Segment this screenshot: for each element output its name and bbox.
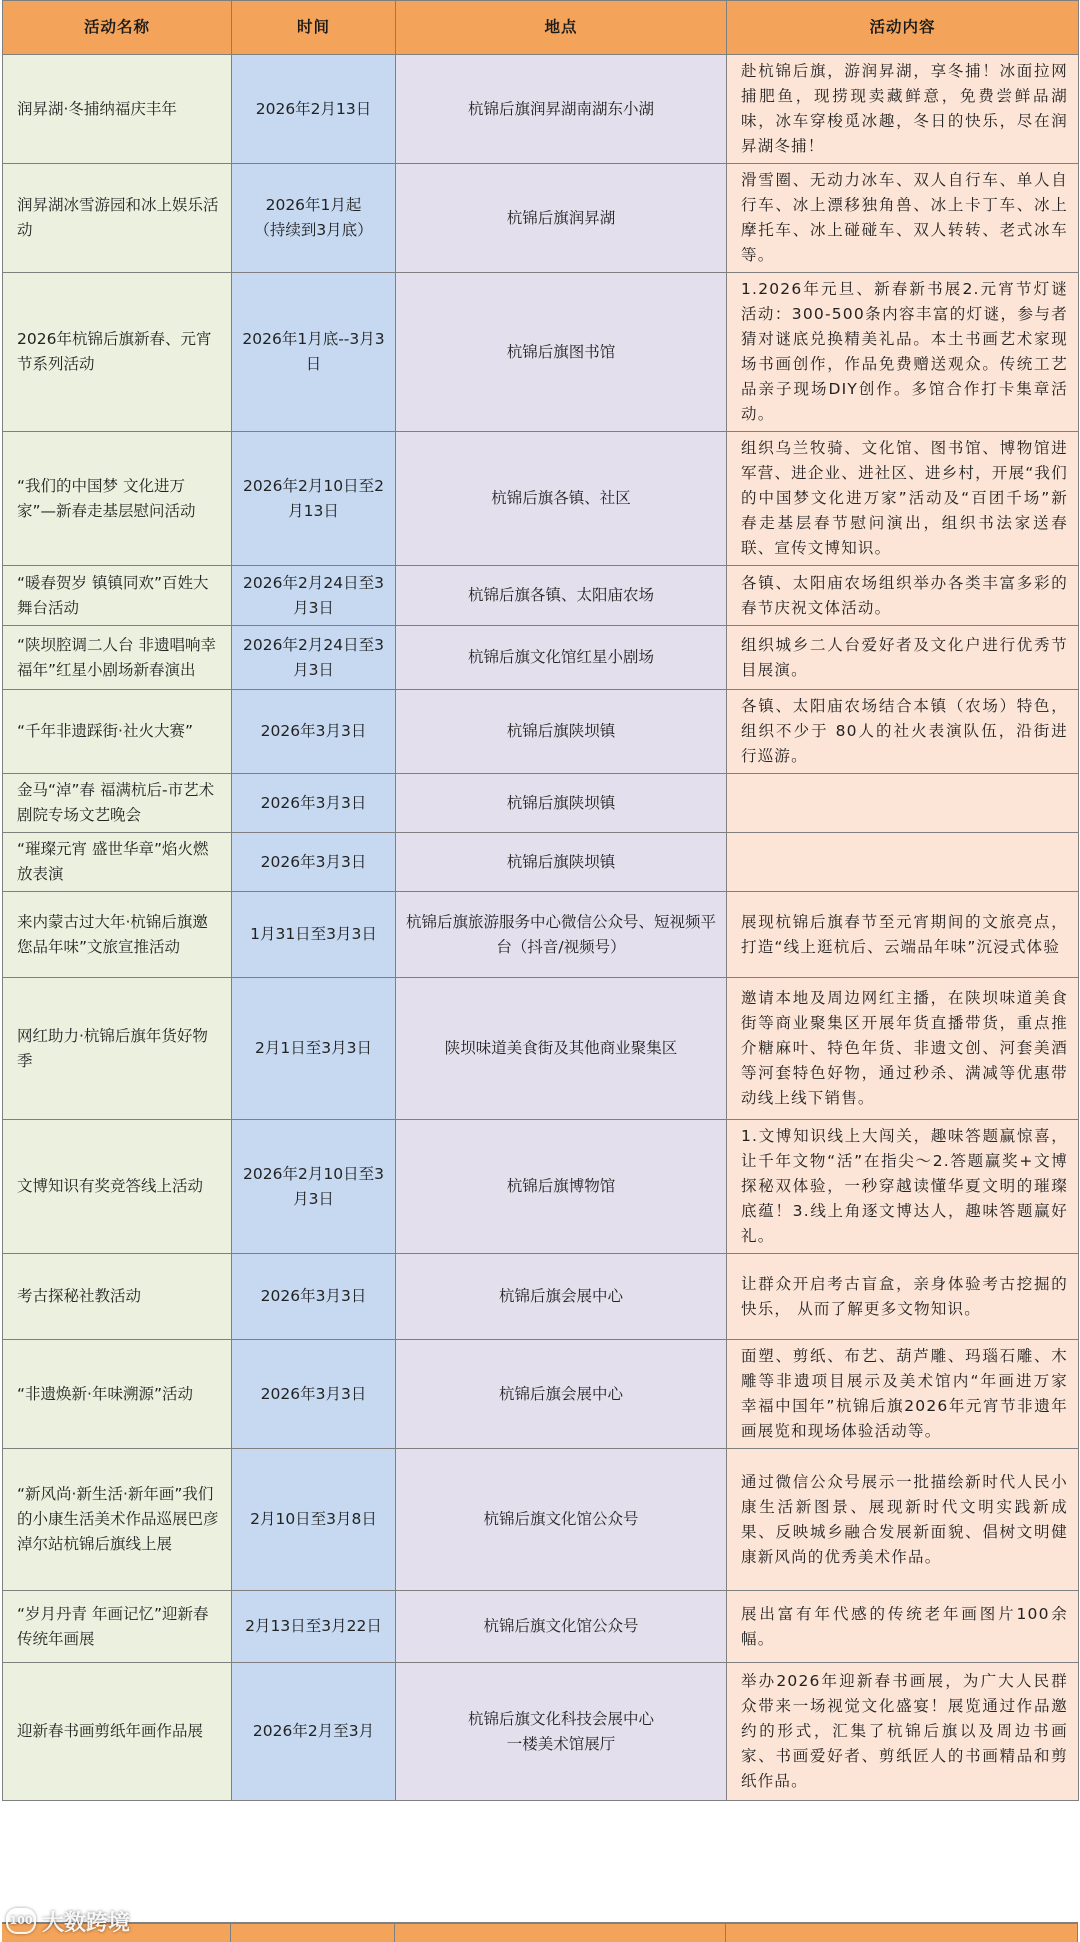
time-cell: 2026年2月10日至3月3日 bbox=[232, 1120, 396, 1254]
content-cell bbox=[727, 833, 1079, 892]
content-cell: 组织城乡二人台爱好者及文化户进行优秀节目展演。 bbox=[727, 626, 1079, 690]
time-cell: 2026年2月10日至2月13日 bbox=[232, 432, 396, 566]
table-row bbox=[3, 1591, 1079, 1663]
activity-name-cell: 网红助力·杭锦后旗年货好物季 bbox=[3, 978, 232, 1120]
location-cell: 杭锦后旗润昇湖南湖东小湖 bbox=[396, 55, 727, 164]
activity-table bbox=[2, 0, 1079, 1801]
content-cell: 组织乌兰牧骑、文化馆、图书馆、博物馆进军营、进企业、进社区、进乡村，开展“我们的中国梦文化进万家”活动及“百团千场”新春走基层春节慰问演出，组织书法家送春联、宣传文博知识。 bbox=[727, 432, 1079, 566]
content-cell bbox=[727, 774, 1079, 833]
activity-name-cell: 2026年杭锦后旗新春、元宵节系列活动 bbox=[3, 273, 232, 432]
time-cell: 2026年2月至3月 bbox=[232, 1663, 396, 1801]
activity-name-cell: 考古探秘社教活动 bbox=[3, 1254, 232, 1340]
watermark-text: 大数跨境 bbox=[42, 1910, 131, 1936]
time-cell: 2026年3月3日 bbox=[232, 1254, 396, 1340]
next-page-header-strip bbox=[2, 1922, 1078, 1942]
activity-name-cell: “我们的中国梦 文化进万家”—新春走基层慰问活动 bbox=[3, 432, 232, 566]
time-cell: 2月13日至3月22日 bbox=[232, 1591, 396, 1663]
strip-cell bbox=[231, 1924, 395, 1942]
activity-name-cell: 来内蒙古过大年·杭锦后旗邀您品年味”文旅宣推活动 bbox=[3, 892, 232, 978]
header-row bbox=[3, 1, 1079, 55]
table-row bbox=[3, 626, 1079, 690]
watermark bbox=[6, 1906, 130, 1936]
content-cell: 1.2026年元旦、新春新书展2.元宵节灯谜活动：300-500条内容丰富的灯谜，参与者猜对谜底兑换精美礼品。本土书画艺术家现场书画创作，作品免费赠送观众。传统工艺品亲子现场DIY创作。多馆合作打卡集章活动。 bbox=[727, 273, 1079, 432]
table-row bbox=[3, 1449, 1079, 1591]
table-row bbox=[3, 55, 1079, 164]
table-row bbox=[3, 892, 1079, 978]
activity-name-cell: 迎新春书画剪纸年画作品展 bbox=[3, 1663, 232, 1801]
activity-name-cell: “陕坝腔调二人台 非遗唱响幸福年”红星小剧场新春演出 bbox=[3, 626, 232, 690]
time-cell: 1月31日至3月3日 bbox=[232, 892, 396, 978]
activity-name-cell: 金马“淖”春 福满杭后-市艺术剧院专场文艺晚会 bbox=[3, 774, 232, 833]
activity-name-cell: “非遗焕新·年味溯源”活动 bbox=[3, 1340, 232, 1449]
content-cell: 赴杭锦后旗，游润昇湖，享冬捕！冰面拉网捕肥鱼，现捞现卖藏鲜意，免费尝鲜品湖味，冰车穿梭觅冰趣，冬日的快乐，尽在润昇湖冬捕！ bbox=[727, 55, 1079, 164]
content-cell: 各镇、太阳庙农场组织举办各类丰富多彩的春节庆祝文体活动。 bbox=[727, 566, 1079, 626]
time-cell: 2026年3月3日 bbox=[232, 690, 396, 774]
content-cell: 展现杭锦后旗春节至元宵期间的文旅亮点，打造“线上逛杭后、云端品年味”沉浸式体验 bbox=[727, 892, 1079, 978]
header-location: 地点 bbox=[396, 1, 727, 55]
activity-name-cell: “璀璨元宵 盛世华章”焰火燃放表演 bbox=[3, 833, 232, 892]
content-cell: 面塑、剪纸、布艺、葫芦雕、玛瑙石雕、木雕等非遗项目展示及美术馆内“年画进万家 幸福中国年”杭锦后旗2026年元宵节非遗年画展览和现场体验活动等。 bbox=[727, 1340, 1079, 1449]
strip-cell bbox=[726, 1924, 1078, 1942]
table-row bbox=[3, 432, 1079, 566]
time-cell: 2026年3月3日 bbox=[232, 1340, 396, 1449]
content-cell: 举办2026年迎新春书画展，为广大人民群众带来一场视觉文化盛宴！展览通过作品邀约的形式，汇集了杭锦后旗以及周边书画家、书画爱好者、剪纸匠人的书画精品和剪纸作品。 bbox=[727, 1663, 1079, 1801]
activity-name-cell: 润昇湖·冬捕纳福庆丰年 bbox=[3, 55, 232, 164]
location-cell: 杭锦后旗会展中心 bbox=[396, 1340, 727, 1449]
watermark-logo-icon: 100 bbox=[6, 1908, 36, 1934]
activity-name-cell: “岁月丹青 年画记忆”迎新春传统年画展 bbox=[3, 1591, 232, 1663]
strip-cell bbox=[395, 1924, 726, 1942]
location-cell: 杭锦后旗陕坝镇 bbox=[396, 833, 727, 892]
table-row bbox=[3, 833, 1079, 892]
table-row bbox=[3, 1254, 1079, 1340]
location-cell: 杭锦后旗各镇、太阳庙农场 bbox=[396, 566, 727, 626]
activity-name-cell: 润昇湖冰雪游园和冰上娱乐活动 bbox=[3, 164, 232, 273]
table-row bbox=[3, 774, 1079, 833]
table-row bbox=[3, 1120, 1079, 1254]
table-row bbox=[3, 164, 1079, 273]
location-cell: 杭锦后旗文化馆公众号 bbox=[396, 1449, 727, 1591]
table-row bbox=[3, 978, 1079, 1120]
activity-name-cell: “暖春贺岁 镇镇同欢”百姓大舞台活动 bbox=[3, 566, 232, 626]
content-cell: 滑雪圈、无动力冰车、双人自行车、单人自行车、冰上漂移独角兽、冰上卡丁车、冰上摩托车、冰上碰碰车、双人转转、老式冰车等。 bbox=[727, 164, 1079, 273]
content-cell: 通过微信公众号展示一批描绘新时代人民小康生活新图景、展现新时代文明实践新成果、反映城乡融合发展新面貌、倡树文明健康新风尚的优秀美术作品。 bbox=[727, 1449, 1079, 1591]
time-cell: 2026年2月13日 bbox=[232, 55, 396, 164]
content-cell: 让群众开启考古盲盒，亲身体验考古挖掘的快乐， 从而了解更多文物知识。 bbox=[727, 1254, 1079, 1340]
table-row bbox=[3, 1663, 1079, 1801]
content-cell: 邀请本地及周边网红主播，在陕坝味道美食街等商业聚集区开展年货直播带货，重点推介糖麻叶、特色年货、非遗文创、河套美酒等河套特色好物，通过秒杀、满减等优惠带动线上线下销售。 bbox=[727, 978, 1079, 1120]
header-time: 时间 bbox=[232, 1, 396, 55]
table-row bbox=[3, 1340, 1079, 1449]
table-row bbox=[3, 273, 1079, 432]
location-cell: 杭锦后旗文化馆红星小剧场 bbox=[396, 626, 727, 690]
time-cell: 2026年3月3日 bbox=[232, 774, 396, 833]
location-cell: 杭锦后旗陕坝镇 bbox=[396, 690, 727, 774]
location-cell: 杭锦后旗博物馆 bbox=[396, 1120, 727, 1254]
header-activity-name: 活动名称 bbox=[3, 1, 232, 55]
location-cell: 杭锦后旗陕坝镇 bbox=[396, 774, 727, 833]
activity-name-cell: 文博知识有奖竞答线上活动 bbox=[3, 1120, 232, 1254]
time-cell: 2026年1月起 （持续到3月底） bbox=[232, 164, 396, 273]
content-cell: 各镇、太阳庙农场结合本镇（农场）特色，组织不少于 80人的社火表演队伍，沿街进行巡游。 bbox=[727, 690, 1079, 774]
table-body bbox=[3, 55, 1079, 1801]
location-cell: 杭锦后旗文化馆公众号 bbox=[396, 1591, 727, 1663]
activity-name-cell: “千年非遗踩街·社火大赛” bbox=[3, 690, 232, 774]
location-cell: 杭锦后旗各镇、社区 bbox=[396, 432, 727, 566]
time-cell: 2月10日至3月8日 bbox=[232, 1449, 396, 1591]
location-cell: 陕坝味道美食街及其他商业聚集区 bbox=[396, 978, 727, 1120]
header-activity-content: 活动内容 bbox=[727, 1, 1079, 55]
location-cell: 杭锦后旗图书馆 bbox=[396, 273, 727, 432]
time-cell: 2026年2月24日至3月3日 bbox=[232, 626, 396, 690]
location-cell: 杭锦后旗会展中心 bbox=[396, 1254, 727, 1340]
content-cell: 展出富有年代感的传统老年画图片100余幅。 bbox=[727, 1591, 1079, 1663]
table-row bbox=[3, 690, 1079, 774]
location-cell: 杭锦后旗文化科技会展中心 一楼美术馆展厅 bbox=[396, 1663, 727, 1801]
location-cell: 杭锦后旗润昇湖 bbox=[396, 164, 727, 273]
activity-name-cell: “新风尚·新生活·新年画”我们的小康生活美术作品巡展巴彦淖尔站杭锦后旗线上展 bbox=[3, 1449, 232, 1591]
time-cell: 2026年1月底--3月3日 bbox=[232, 273, 396, 432]
time-cell: 2月1日至3月3日 bbox=[232, 978, 396, 1120]
table-row bbox=[3, 566, 1079, 626]
location-cell: 杭锦后旗旅游服务中心微信公众号、短视频平台（抖音/视频号） bbox=[396, 892, 727, 978]
time-cell: 2026年2月24日至3月3日 bbox=[232, 566, 396, 626]
content-cell: 1.文博知识线上大闯关，趣味答题赢惊喜，让千年文物“活”在指尖～2.答题赢奖+文博探秘双体验，一秒穿越读懂华夏文明的璀璨底蕴！3.线上角逐文博达人，趣味答题赢好礼。 bbox=[727, 1120, 1079, 1254]
time-cell: 2026年3月3日 bbox=[232, 833, 396, 892]
